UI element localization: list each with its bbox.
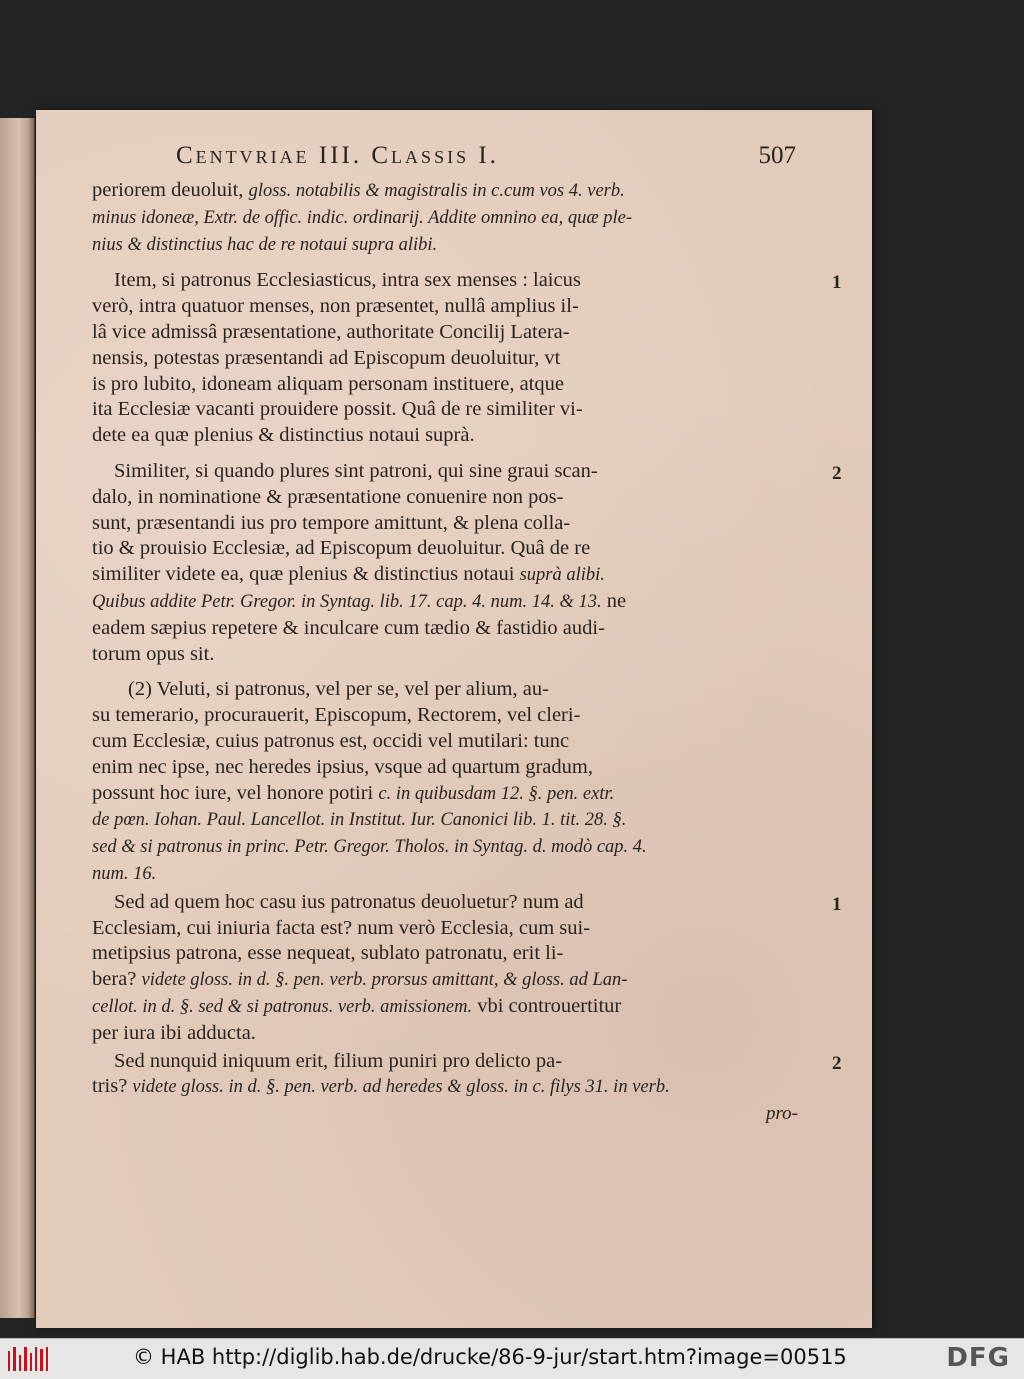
- text-line: dete ea quæ plenius & distinctius notaui suprà.: [92, 424, 475, 447]
- text-line: periorem deuoluit, gloss. notabilis & magistralis in c.cum vos 4. verb.: [92, 179, 625, 201]
- text-line: Item, si patronus Ecclesiasticus, intra sex menses : laicus: [114, 269, 581, 292]
- copyright-link[interactable]: © HAB http://diglib.hab.de/drucke/86-9-jur/start.htm?image=00515: [133, 1345, 847, 1369]
- text-line: sed & si patronus in princ. Petr. Gregor. Tholos. in Syntag. d. modò cap. 4.: [92, 837, 647, 858]
- text-line: ita Ecclesiæ vacanti prouidere possit. Quâ de re similiter vi-: [92, 398, 583, 421]
- text-line: nius & distinctius hac de re notaui supra alibi.: [92, 234, 438, 255]
- text-line: Sed ad quem hoc casu ius patronatus deuoluetur? num ad: [114, 890, 584, 913]
- text-line: possunt hoc iure, vel honore potiri c. in quibusdam 12. §. pen. extr.: [92, 781, 615, 804]
- text-line: bera? videte gloss. in d. §. pen. verb. prorsus amittant, & gloss. ad Lan-: [92, 968, 628, 991]
- text-line: Quibus addite Petr. Gregor. in Syntag. lib. 17. cap. 4. num. 14. & 13. ne: [92, 589, 627, 612]
- text-line: Ecclesiam, cui iniuria facta est? num verò Ecclesia, cum sui-: [92, 916, 591, 939]
- marginal-number: 2: [832, 1052, 842, 1074]
- text-line: torum opus sit.: [92, 642, 215, 665]
- paragraph: [92, 1049, 842, 1128]
- text-line: num. 16.: [92, 863, 157, 884]
- hab-logo-icon: [8, 1347, 48, 1371]
- text-line: eadem sæpius repetere & inculcare cum tædio & fastidio audi-: [92, 616, 605, 639]
- paragraph: [92, 890, 842, 1047]
- paragraph: [92, 677, 812, 887]
- catchword-line: [92, 1101, 812, 1127]
- text-line: de pœn. Iohan. Paul. Lancellot. in Institut. Iur. Canonici lib. 1. tit. 28. §.: [92, 810, 627, 831]
- dfg-logo: DFG: [946, 1343, 1010, 1373]
- text-line: dalo, in nominatione & præsentatione conuenire non pos-: [92, 485, 564, 508]
- footer-bar: [0, 1338, 1024, 1379]
- text-line: Sed nunquid iniquum erit, filium puniri pro delicto pa-: [114, 1049, 563, 1072]
- text-line: similiter videte ea, quæ plenius & distinctius notaui suprà alibi.: [92, 563, 605, 586]
- text-line: tris? videte gloss. in d. §. pen. verb. ad heredes & gloss. in c. filys 31. in verb.: [92, 1075, 670, 1098]
- scanned-page: [36, 110, 872, 1328]
- paragraph: [92, 268, 842, 449]
- text-line: enim nec ipse, nec heredes ipsius, vsque ad quartum gradum,: [92, 755, 593, 778]
- running-title: Centvriae III. Classis I.: [176, 142, 499, 169]
- page-number: 507: [758, 142, 796, 169]
- text-line: lâ vice admissâ præsentatione, authoritate Concilij Latera-: [92, 320, 570, 343]
- paragraph: [92, 178, 812, 258]
- catchword: pro-: [765, 1103, 798, 1125]
- marginal-number: 1: [832, 893, 842, 915]
- text-line: metipsius patrona, esse nequeat, sublato patronatu, erit li-: [92, 942, 564, 965]
- text-line: (2) Veluti, si patronus, vel per se, vel per alium, au-: [128, 678, 549, 701]
- text-line: nensis, potestas præsentandi ad Episcopum deuoluitur, vt: [92, 346, 561, 369]
- text-line: Similiter, si quando plures sint patroni, qui sine graui scan-: [114, 459, 598, 482]
- text-line: tio & prouisio Ecclesiæ, ad Episcopum deuoluitur. Quâ de re: [92, 537, 591, 560]
- text-line: verò, intra quatuor menses, non præsentet, nullâ amplius il-: [92, 295, 579, 318]
- text-line: is pro lubito, idoneam aliquam personam instituere, atque: [92, 372, 564, 395]
- paragraph: [92, 459, 842, 667]
- page-header: [92, 138, 812, 178]
- text-line: sunt, præsentandi ius pro tempore amittunt, & plena colla-: [92, 511, 571, 534]
- text-line: cum Ecclesiæ, cuius patronus est, occidi vel mutilari: tunc: [92, 729, 570, 752]
- text-line: su temerario, procurauerit, Episcopum, Rectorem, vel cleri-: [92, 704, 581, 727]
- text-line: minus idoneæ, Extr. de offic. indic. ordinarij. Addite omnino ea, quæ ple-: [92, 207, 633, 228]
- page-content: [92, 138, 842, 1127]
- body-text: [92, 178, 842, 1127]
- text-line: cellot. in d. §. sed & si patronus. verb. amissionem. vbi controuertitur: [92, 994, 622, 1017]
- text-line: per iura ibi adducta.: [92, 1021, 256, 1044]
- marginal-number: 1: [832, 272, 842, 294]
- marginal-number: 2: [832, 462, 842, 484]
